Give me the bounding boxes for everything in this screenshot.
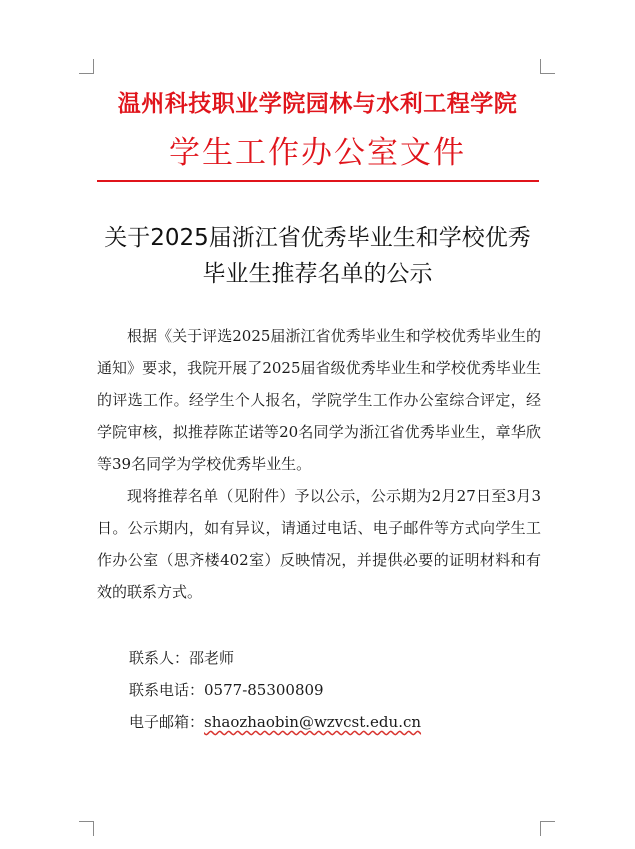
contact-person-value: 邵老师 bbox=[189, 649, 235, 667]
office-document-header: 学生工作办公室文件 bbox=[169, 135, 466, 171]
page-corner-mark-top-left bbox=[79, 59, 94, 74]
document-title bbox=[0, 220, 635, 292]
contact-phone-value: 0577-85300809 bbox=[204, 681, 324, 699]
document-title-line-1: 关于2025届浙江省优秀毕业生和学校优秀 bbox=[104, 225, 531, 251]
contact-person-row bbox=[129, 642, 421, 674]
contact-phone-row bbox=[129, 674, 421, 706]
document-title-line-2: 毕业生推荐名单的公示 bbox=[202, 261, 433, 287]
institution-header: 温州科技职业学院园林与水利工程学院 bbox=[117, 90, 518, 117]
body-paragraph-1: 根据《关于评选2025届浙江省优秀毕业生和学校优秀毕业生的通知》要求，我院开展了2025届省级优秀毕业生和学校优秀毕业生的评选工作。经学生个人报名，学院学生工作办公室综合评定，经学院审核，拟推荐陈芷诺等20名同学为浙江省优秀毕业生，章华欣等39名同学为学校优秀毕业生。 bbox=[97, 327, 541, 473]
contact-email-value[interactable]: shaozhaobin@wzvcst.edu.cn bbox=[204, 713, 422, 731]
contact-person-label: 联系人： bbox=[129, 649, 190, 667]
header-divider bbox=[97, 180, 539, 182]
contact-email-label: 电子邮箱： bbox=[129, 713, 205, 731]
body-paragraph-2: 现将推荐名单（见附件）予以公示，公示期为2月27日至3月3日。公示期内，如有异议，请通过电话、电子邮件等方式向学生工作办公室（思齐楼402室）反映情况，并提供必要的证明材料和有效的联系方式。 bbox=[97, 487, 541, 601]
contact-email-row bbox=[129, 706, 421, 738]
page-corner-mark-top-right bbox=[540, 59, 555, 74]
contact-block bbox=[129, 642, 421, 738]
page-corner-mark-bottom-left bbox=[79, 821, 94, 836]
page-corner-mark-bottom-right bbox=[540, 821, 555, 836]
document-body bbox=[97, 320, 541, 608]
contact-phone-label: 联系电话： bbox=[129, 681, 205, 699]
